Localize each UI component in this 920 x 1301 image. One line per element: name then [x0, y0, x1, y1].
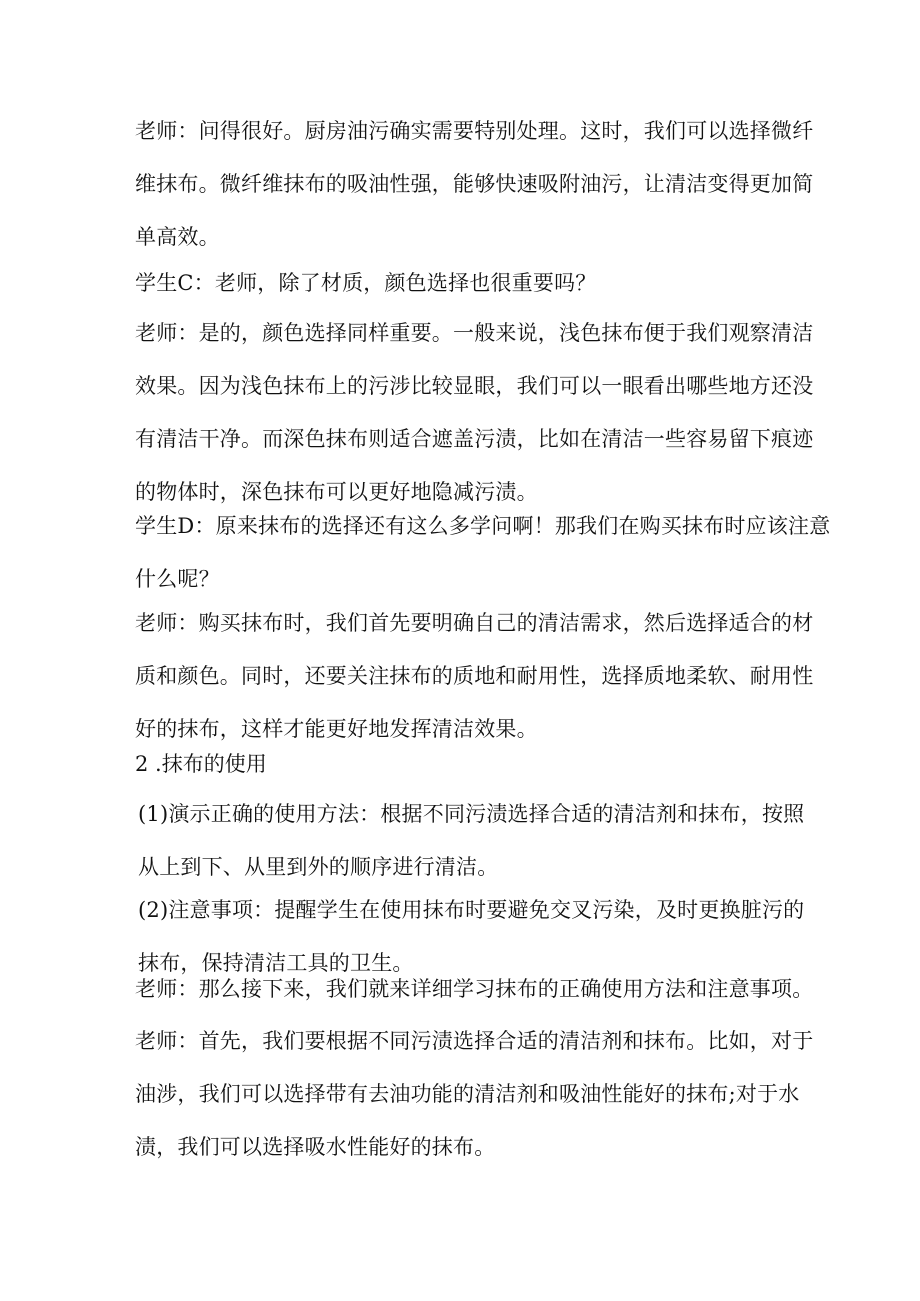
text-line: 效果。因为浅色抹布上的污涉比较显眼，我们可以一眼看出哪些地方还没: [135, 374, 814, 398]
text-line: 单高效。: [135, 225, 220, 249]
section-heading: 2 .抹布的使用: [135, 752, 267, 776]
paragraph-teacher-microfiber: [135, 105, 814, 264]
text-line: 老师：购买抹布时，我们首先要明确自己的清洁需求，然后选择适合的材: [135, 611, 814, 635]
text-line: 老师：首先，我们要根据不同污渍选择合适的清洁剂和抹布。比如，对于: [135, 1029, 814, 1053]
text-line: 老师：问得很好。厨房油污确实需要特别处理。这时，我们可以选择微纤: [135, 119, 814, 143]
text-line: 好的抹布，这样才能更好地发挥清洁效果。: [135, 717, 538, 741]
text-line: 什么呢？: [135, 567, 220, 591]
text-line: 学生D：原来抹布的选择还有这么多学问啊！那我们在购买抹布时应该注意: [135, 514, 831, 538]
text-line: 维抹布。微纤维抹布的吸油性强，能够快速吸附油污，让清洁变得更加简: [135, 172, 814, 196]
paragraph-teacher-first: [135, 1015, 814, 1174]
text-line: 从上到下、从里到外的顺序进行清洁。: [138, 855, 499, 879]
text-line: (1)演示正确的使用方法：根据不同污渍选择合适的清洁剂和抹布，按照: [138, 802, 805, 826]
text-line: (2)注意事项：提醒学生在使用抹布时要避免交叉污染，及时更换脏污的: [138, 898, 805, 922]
paragraph-student-d: [135, 500, 831, 606]
text-line: 老师：那么接下来，我们就来详细学习抹布的正确使用方法和注意事项。: [135, 977, 814, 1001]
text-line: 的物体时，深色抹布可以更好地隐减污渍。: [135, 480, 538, 504]
text-line: 质和颜色。同时，还要关注抹布的质地和耐用性，选择质地柔软、耐用性: [135, 664, 814, 688]
paragraph-student-c: [135, 257, 785, 310]
text-line: 老师：是的，颜色选择同样重要。一般来说，浅色抹布便于我们观察清洁: [135, 321, 814, 345]
paragraph-teacher-next: [135, 963, 814, 1016]
text-line: 渍，我们可以选择吸水性能好的抹布。: [135, 1135, 496, 1159]
text-line: 学生C：老师，除了材质，颜色选择也很重要吗？: [135, 271, 597, 295]
list-item-usage-method: [138, 788, 805, 894]
text-line: 有清洁干净。而深色抹布则适合遮盖污渍，比如在清洁一些容易留下痕迹: [135, 427, 814, 451]
text-line: 抹布，保持清洁工具的卫生。: [138, 951, 414, 975]
text-line: 油涉，我们可以选择带有去油功能的清洁剂和吸油性能好的抹布;对于水: [135, 1082, 800, 1106]
paragraph-teacher-buying: [135, 597, 814, 756]
paragraph-teacher-colors: [135, 307, 814, 519]
